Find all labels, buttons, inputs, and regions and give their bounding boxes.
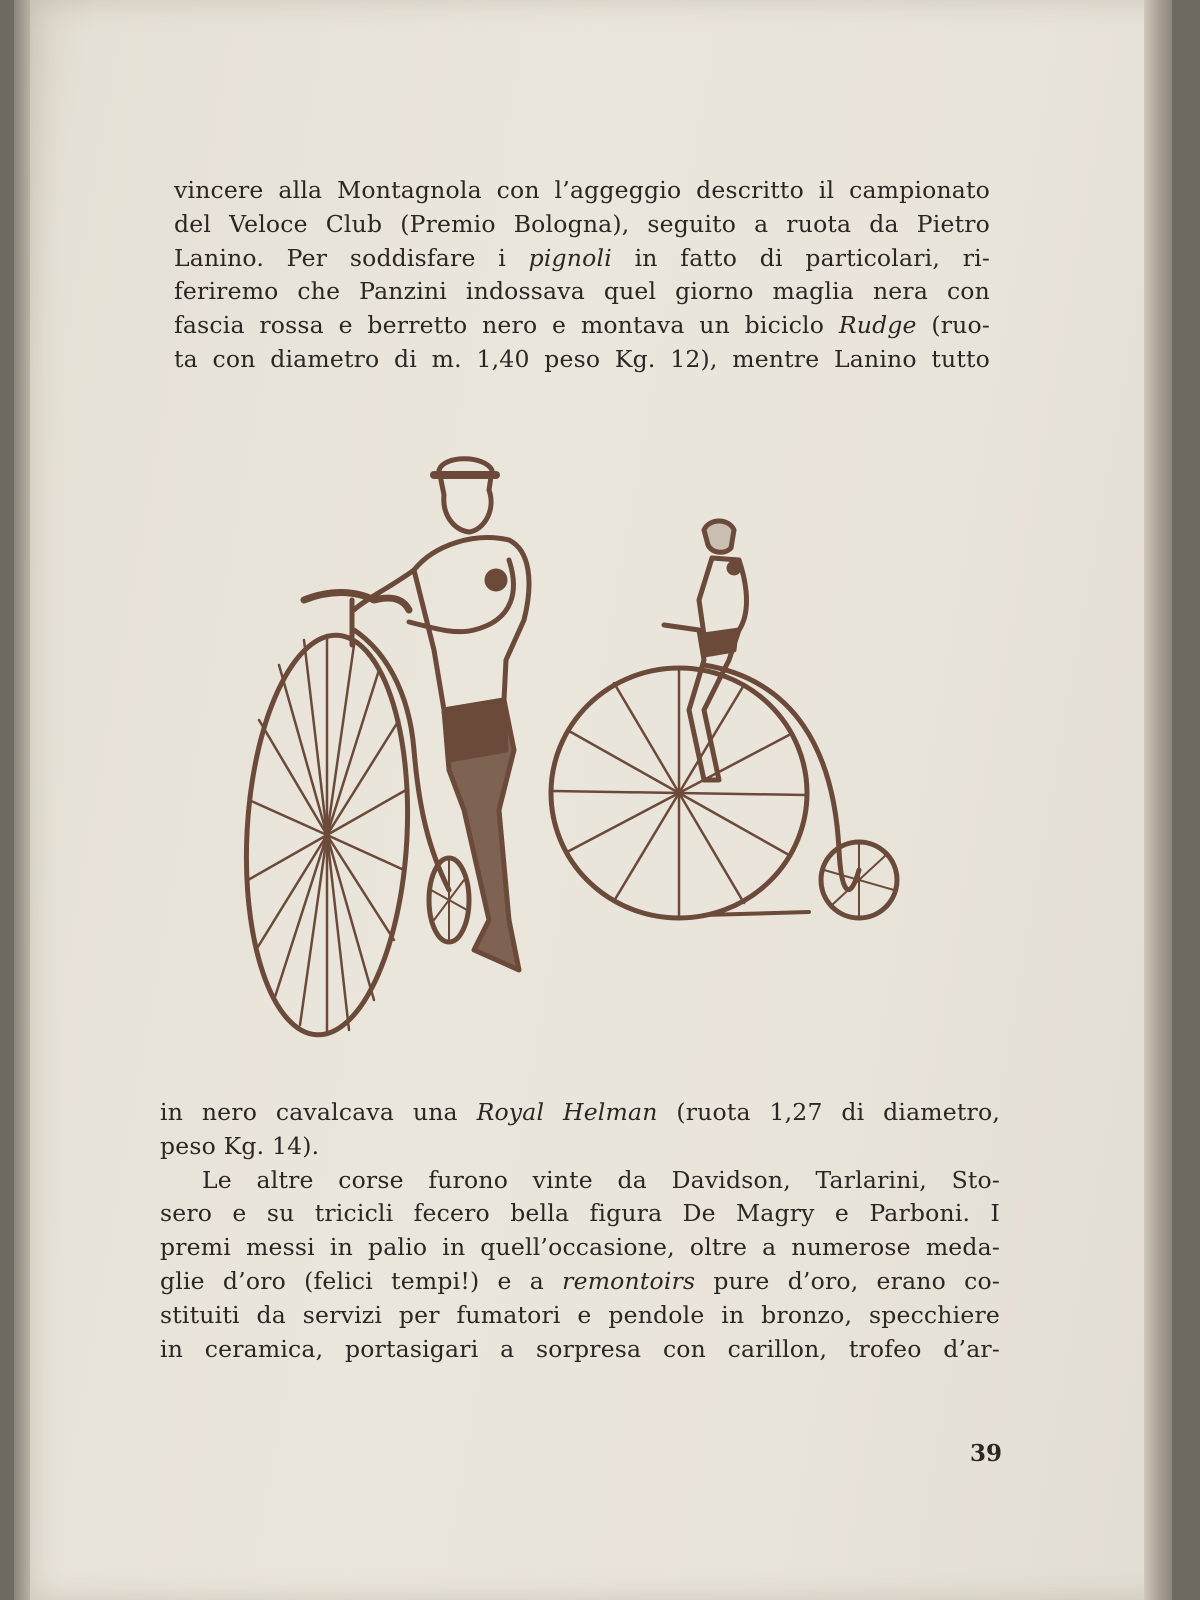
penny-farthing-illustration	[234, 450, 934, 1070]
text-line: Le altre corse furono vinte da Davidson, Tarlarini, Sto-	[202, 1165, 1000, 1194]
page-number: 39	[970, 1440, 1003, 1467]
text-line: premi messi in palio in quell’occasione, oltre a numerose meda-	[160, 1233, 1000, 1262]
page-gutter	[14, 0, 30, 1600]
man-figure	[439, 459, 492, 532]
text-line: fascia rossa e berretto nero e montava un biciclo Rudge (ruo-	[174, 311, 991, 340]
paragraph-bottom	[160, 1096, 1000, 1366]
paragraph-top	[174, 174, 990, 377]
text-line: in nero cavalcava una Royal Helman (ruota 1,27 di diametro,	[160, 1098, 1000, 1126]
text-line: peso Kg. 14).	[160, 1131, 320, 1160]
text-line: in ceramica, portasigari a sorpresa con carillon, trofeo d’ar-	[160, 1334, 1000, 1363]
text-line: ta con diametro di m. 1,40 peso Kg. 12), mentre Lanino tutto	[174, 344, 990, 373]
book-page	[14, 0, 1172, 1600]
text-line: feriremo che Panzini indossava quel giorno maglia nera con	[174, 277, 990, 306]
text-line: glie d’oro (felici tempi!) e a remontoirs pure d’oro, erano co-	[160, 1266, 1000, 1295]
page-edge	[1144, 0, 1172, 1600]
text-line: Lanino. Per soddisfare i pignoli in fatto di particolari, ri-	[174, 243, 990, 272]
text-line: stituiti da servizi per fumatori e pendole in bronzo, specchiere	[160, 1300, 1000, 1329]
left-wheel-spokes	[248, 635, 406, 1035]
right-bike-frame	[704, 665, 859, 890]
text-line: del Veloce Club (Premio Bologna), seguito a ruota da Pietro	[174, 209, 990, 238]
text-line: sero e su tricicli fecero bella figura De Magry e Parboni. I	[160, 1199, 1000, 1228]
child-rider-figure	[704, 521, 734, 552]
text-line: vincere alla Montagnola con l’aggeggio descritto il campionato	[174, 176, 990, 204]
